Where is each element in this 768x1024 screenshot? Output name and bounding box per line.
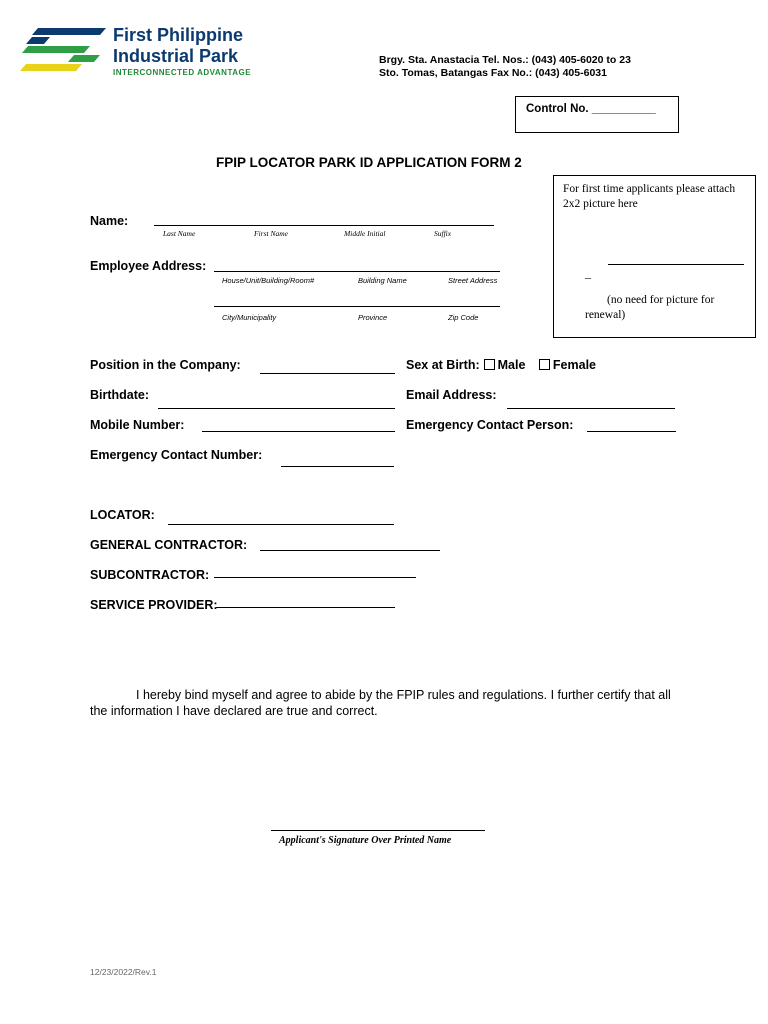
photo-instruction: For first time applicants please attach 2x2 picture here: [563, 183, 736, 210]
birthdate-label: Birthdate:: [90, 388, 150, 402]
emergency-number-input-line[interactable]: [281, 466, 394, 467]
locator-input-line[interactable]: [168, 524, 394, 525]
certification-text: I hereby bind myself and agree to abide by the FPIP rules and regulations. I further certify that all the information I have declared are true and correct.: [90, 688, 671, 718]
address-sub-building: Building Name: [358, 276, 407, 285]
position-input-line[interactable]: [260, 373, 395, 374]
photo-renewal-note-text: (no need for picture for renewal): [585, 294, 715, 321]
subcontractor-input-line[interactable]: [214, 577, 416, 578]
photo-renewal-note: [585, 293, 755, 323]
control-number-label: Control No. __________: [526, 103, 656, 115]
birthdate-input-line[interactable]: [158, 408, 395, 409]
locator-label: LOCATOR:: [90, 508, 155, 522]
general-contractor-label: GENERAL CONTRACTOR:: [90, 538, 248, 552]
address-sub-city: City/Municipality: [222, 313, 277, 322]
male-option: Male: [497, 358, 526, 372]
address-label: Employee Address:: [90, 259, 207, 273]
subcontractor-label: SUBCONTRACTOR:: [90, 568, 210, 582]
signature-caption: Applicant's Signature Over Printed Name: [279, 835, 452, 846]
photo-attachment-box[interactable]: [553, 175, 756, 338]
emergency-number-label: Emergency Contact Number:: [90, 448, 263, 462]
name-label: Name:: [90, 214, 129, 228]
address-sub-street: Street Address: [448, 276, 498, 285]
photo-line: [608, 264, 744, 265]
form-title: FPIP LOCATOR PARK ID APPLICATION FORM 2: [216, 155, 522, 170]
mobile-label: Mobile Number:: [90, 418, 185, 432]
emergency-person-input-line[interactable]: [587, 431, 676, 432]
address-input-line-1[interactable]: [214, 271, 500, 272]
email-label: Email Address:: [406, 388, 497, 402]
photo-dash: _: [585, 266, 591, 280]
address-sub-province: Province: [358, 313, 388, 322]
address-sub-house: House/Unit/Building/Room#: [222, 276, 315, 285]
address-sub-zip: Zip Code: [448, 313, 479, 322]
mobile-input-line[interactable]: [202, 431, 395, 432]
company-logo: [20, 24, 260, 84]
address-line-2: Sto. Tomas, Batangas Fax No.: (043) 405-6031: [379, 67, 607, 79]
logo-name-line2: Industrial Park: [113, 46, 239, 66]
sex-label: Sex at Birth:: [406, 358, 480, 372]
address-input-line-2[interactable]: [214, 306, 500, 307]
control-number-box: [515, 96, 679, 133]
logo-name-line1: First Philippine: [113, 25, 244, 45]
certification-statement: [90, 687, 680, 719]
logo-tagline: INTERCONNECTED ADVANTAGE: [113, 68, 252, 77]
email-input-line[interactable]: [507, 408, 675, 409]
service-provider-label: SERVICE PROVIDER:: [90, 598, 218, 612]
name-sub-suffix: Suffix: [434, 229, 452, 238]
sex-at-birth-group: [406, 358, 596, 372]
logo-stripes-icon: [20, 24, 110, 80]
service-provider-input-line[interactable]: [216, 607, 395, 608]
signature-line[interactable]: [271, 830, 485, 831]
position-label: Position in the Company:: [90, 358, 241, 372]
name-sub-last: Last Name: [163, 229, 196, 238]
name-input-line[interactable]: [154, 225, 494, 226]
name-sub-first: First Name: [254, 229, 288, 238]
emergency-person-label: Emergency Contact Person:: [406, 418, 574, 432]
female-checkbox[interactable]: [539, 359, 550, 370]
general-contractor-input-line[interactable]: [260, 550, 440, 551]
female-option: Female: [552, 358, 597, 372]
name-sub-middle: Middle Initial: [344, 229, 386, 238]
address-line-1: Brgy. Sta. Anastacia Tel. Nos.: (043) 405-6020 to 23: [379, 54, 631, 66]
revision-stamp: 12/23/2022/Rev.1: [90, 967, 157, 977]
male-checkbox[interactable]: [484, 359, 495, 370]
